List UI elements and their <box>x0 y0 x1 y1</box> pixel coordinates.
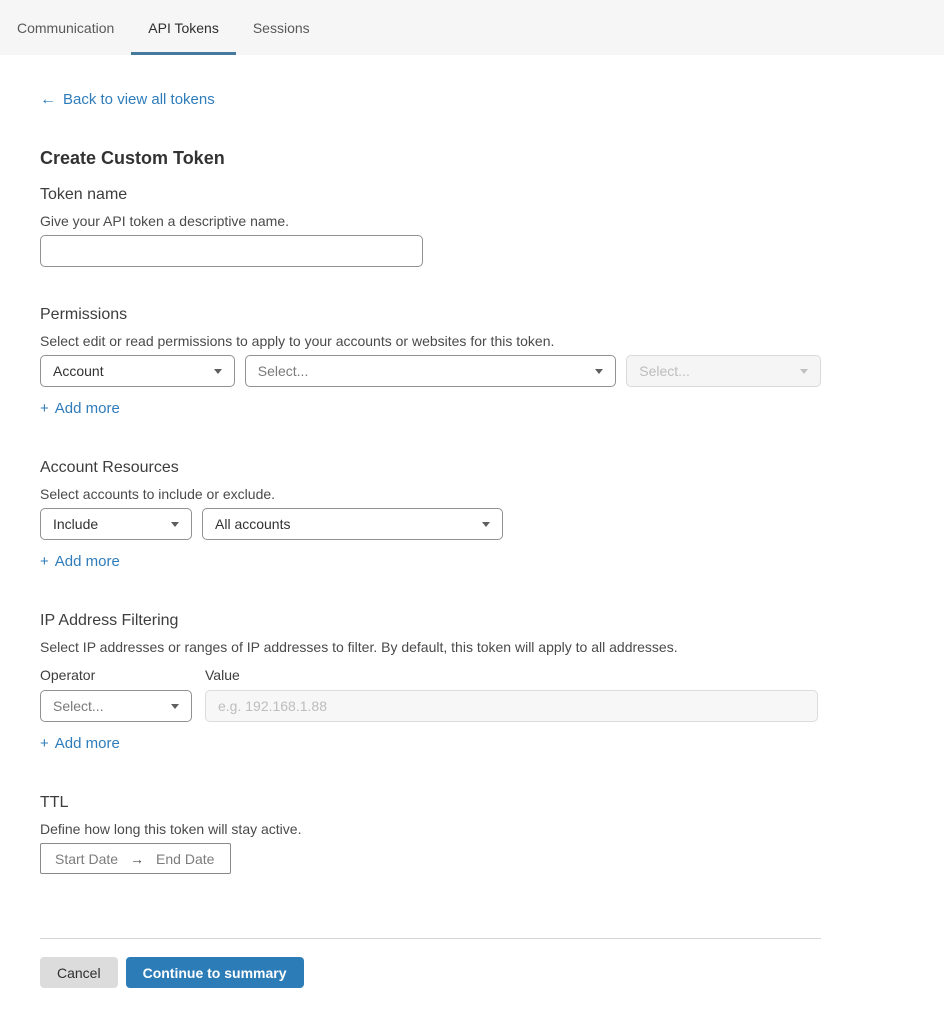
operator-label: Operator <box>40 667 96 683</box>
cancel-button[interactable]: Cancel <box>40 957 118 988</box>
account-resources-heading: Account Resources <box>40 459 179 476</box>
ip-value-input <box>205 690 818 722</box>
main-content <box>40 55 821 988</box>
ip-operator-placeholder: Select... <box>53 698 104 714</box>
add-more-label: Add more <box>54 735 120 752</box>
chevron-down-icon <box>171 522 179 527</box>
plus-icon: + <box>40 400 49 417</box>
chevron-down-icon <box>595 369 603 374</box>
resource-accounts-value: All accounts <box>215 516 291 532</box>
tab-communication[interactable]: Communication <box>17 19 115 36</box>
continue-to-summary-button[interactable]: Continue to summary <box>126 957 304 988</box>
permission-scope-value: Account <box>53 363 104 379</box>
footer-divider <box>40 938 821 939</box>
token-name-input[interactable] <box>40 235 423 267</box>
ip-filtering-description: Select IP addresses or ranges of IP addresses to filter. By default, this token will apply to all addresses. <box>40 639 678 655</box>
permission-scope-select[interactable] <box>40 355 235 387</box>
footer-actions <box>40 957 821 988</box>
back-arrow-icon: ← <box>40 91 56 108</box>
arrow-right-icon: → <box>130 850 145 867</box>
end-date-placeholder: End Date <box>156 850 215 867</box>
resource-mode-value: Include <box>53 516 99 532</box>
ttl-heading: TTL <box>40 794 69 811</box>
tab-bar <box>0 0 944 55</box>
chevron-down-icon <box>171 704 179 709</box>
ttl-description: Define how long this token will stay active. <box>40 821 302 837</box>
token-name-description: Give your API token a descriptive name. <box>40 213 290 229</box>
plus-icon: + <box>40 735 49 752</box>
token-name-section <box>40 185 821 267</box>
permission-level-select <box>626 355 821 387</box>
plus-icon: + <box>40 553 49 570</box>
token-name-heading: Token name <box>40 186 128 203</box>
ip-operator-select[interactable] <box>40 690 192 722</box>
account-resources-description: Select accounts to include or exclude. <box>40 486 276 502</box>
value-label: Value <box>205 667 240 683</box>
permissions-section <box>40 305 821 418</box>
permissions-description: Select edit or read permissions to apply to your accounts or websites for this token. <box>40 333 555 349</box>
start-date-placeholder: Start Date <box>55 850 119 867</box>
permission-group-placeholder: Select... <box>257 363 309 379</box>
back-link-label: Back to view all tokens <box>63 91 215 108</box>
tab-sessions[interactable]: Sessions <box>252 19 310 36</box>
permissions-heading: Permissions <box>40 306 128 323</box>
add-more-label: Add more <box>54 400 120 417</box>
ip-filtering-section <box>40 611 821 753</box>
ip-filtering-heading: IP Address Filtering <box>40 612 179 629</box>
chevron-down-icon <box>800 369 808 374</box>
account-resources-section <box>40 458 821 571</box>
chevron-down-icon <box>482 522 490 527</box>
chevron-down-icon <box>214 369 222 374</box>
add-more-label: Add more <box>54 553 120 570</box>
account-resources-add-more-link[interactable] <box>40 553 120 571</box>
back-to-tokens-link[interactable] <box>40 91 215 109</box>
ttl-date-range-input[interactable] <box>40 843 231 874</box>
page-title: Create Custom Token <box>40 148 225 168</box>
permissions-add-more-link[interactable] <box>40 400 120 418</box>
tab-api-tokens[interactable]: API Tokens <box>131 0 236 55</box>
ttl-section <box>40 793 821 874</box>
resource-accounts-select[interactable] <box>202 508 503 540</box>
permission-level-placeholder: Select... <box>639 363 690 379</box>
resource-mode-select[interactable] <box>40 508 192 540</box>
permission-group-select[interactable] <box>245 355 617 387</box>
ip-filtering-add-more-link[interactable] <box>40 735 120 753</box>
